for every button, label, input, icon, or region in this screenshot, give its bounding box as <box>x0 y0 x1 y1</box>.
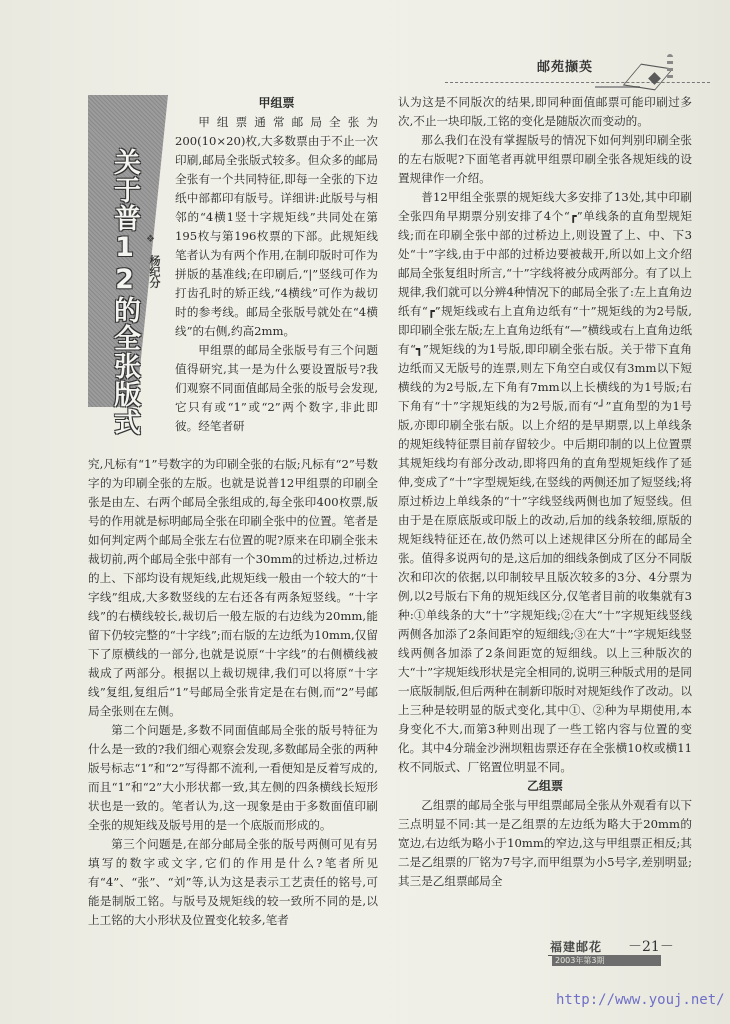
page-number: －21－ <box>628 939 674 955</box>
magazine-name: 福建邮花 <box>550 940 603 954</box>
section-heading-group-b: 乙组票 <box>526 779 563 793</box>
paragraph: 第二个问题是,多数不同面值邮局全张的版号特征为什么是一致的?我们细心观察会发现,多数邮局全张的两种版号标志“1”和“2”写得都不流利,一看便知是反着写成的,而且“1”和“2”大小形状都一致,其左侧的四条横线长短形状也是一致的。笔者认为,这一现象是由于多数面值印刷全张的规矩线及版号用的是一个底版而形成的。 <box>88 723 378 832</box>
paragraph: 那么我们在没有掌握版号的情况下如何判别印刷全张的左右版呢?下面笔者再就甲组票印刷全张各规矩线的设置规律作一介绍。 <box>398 133 692 185</box>
dots-ornament-icon <box>667 54 673 80</box>
paragraph: 第三个问题是,在部分邮局全张的版号两侧可见有另填写的数字或文字,它们的作用是什么?笔者所见有“4”、“张”、“刘”等,认为这是表示工艺责任的铭号,可能是制版工铭。与版号及规矩线的较一致所不同的是,以上工铭的大小形状及位置变化较多,笔者 <box>88 837 378 927</box>
section-heading-group-a: 甲组票 <box>258 96 295 110</box>
left-column-top <box>175 94 378 436</box>
header-dashed-rule <box>445 82 710 83</box>
ornament-icon: ❖ <box>146 234 155 245</box>
section-name: 邮苑撷英 <box>537 60 594 75</box>
paragraph: 普12甲组全张票的规矩线大多安排了13处,其中印刷全张四角早期票分别安排了4个“┏”单线条的直角型规矩线;而在印刷全张中部的过桥边上,则设置了上、中、下3处“十”字线,由于中部的过桥边要被裁开,所以如上文介绍邮局全张复组时所言,“十”字线将被分成两部分。有了以上规律,我们就可以分辨4种情况下的邮局全张了:左上直角边纸有“┏”规矩线或右上直角边纸有“十”规矩线的为2号版,即印刷全张左版;左上直角边纸有“—”横线或右上直角边纸有“┓”规矩线的为1号版,即印刷全张右版。关于带下直角边纸而又无版号的连票,则左下角空白或仅有3mm以下短横线的为2号版,左下角有7mm以上长横线的为1号版;右下角有“十”字规矩线的为2号版,而有“┘”直角型的为1号版,亦即印刷全张右版。以上介绍的是早期票,以上单线条的规矩线特征票目前存留较少。中后期印制的以上位置票其规矩线均有部分改动,即将四角的直角型规矩线作了延伸,变成了“十”字型规矩线,在竖线的两侧还加了短竖线;将原过桥边上单线条的“十”字线竖线两侧也加了短竖线。但由于是在原底版或印版上的改动,后加的线条较细,原版的规矩线特征还在,故仍然可以上述规律区分所在的邮局全张。值得多说两句的是,这后加的细线条倒成了区分不同版次和印次的依据,以印制较早且版次较多的3分、4分票为例,以2号版右下角的规矩线区分,仅笔者目前的收集就有3种:①单线条的大“十”字规矩线;②在大“十”字规矩线竖线两侧各加添了2条间距窄的短细线;③在大“十”字规矩线竖线两侧各加添了2条间距宽的短细线。以上三种版次的大“十”字规矩线形状是完全相同的,说明三种版式用的是同一底版制版,但后两种在制新印版时对规矩线作了改动。以上三种是较明显的版式变化,其中①、②种为早期使用,本身变化不大,而第3种则出现了一些工铭内容与位置的变化。其中4分瑞金沙洲坝粗齿票还存在全张横10枚或横11枚不同版式、厂铭置位明显不同。 <box>398 190 693 774</box>
paragraph: 究,凡标有“1”号数字的为印刷全张的右版;凡标有“2”号数字的为印刷全张的左版。也就是说普12甲组票的印刷全张是由左、右两个邮局全张组成的,每全张印400枚票,版号的作用就是标明邮局全张在印刷全张中的位置。笔者是如何判定两个邮局全张左右位置的呢?原来在印刷全张未裁切前,两个邮局全张中部有一个30mm的过桥边,过桥边的上、下部均设有规矩线,此规矩线一般由一个较大的“十字线”组成,大多数竖线的左右还各有两条短竖线。“十字线”的右横线较长,裁切后一般左版的右边线为20mm,能留下仍较完整的“十字线”;而右版的左边纸为10mm,仅留下了原横线的一部分,也就是说原“十字线”的右侧横线被裁成了两部分。根据以上裁切规律,我们可以将原“十字线”复组,复组后“1”号邮局全张肯定是在右侧,而“2”号邮局全张则在左侧。 <box>88 457 378 718</box>
left-column-bottom <box>88 455 378 930</box>
watermark-url: http://www.youj.net/ <box>556 992 725 1008</box>
paragraph: 甲组票的邮局全张版号有三个问题值得研究,其一是为什么要设置版号?我们观察不同面值邮局全张的版号会发现,它只有或“1”或“2”两个数字,非此即彼。经笔者研 <box>175 343 378 433</box>
author-name: 杨纪分 <box>148 255 161 288</box>
paragraph: 认为这是不同版次的结果,即同种面值邮票可能印刷过多次,不止一块印版,工铭的变化是随版次而变动的。 <box>398 95 692 128</box>
paragraph: 乙组票的邮局全张与甲组票邮局全张从外观看有以下三点明显不同:其一是乙组票的左边纸为略大于20mm的宽边,右边纸为略小于10mm的窄边,这与甲组票正相反;其二是乙组票的厂铭为7号字,而甲组票为小5号字,差别明显;其三是乙组票邮局全 <box>398 798 692 888</box>
section-header <box>445 52 715 92</box>
issue-label: 2003年第3期 <box>552 955 661 966</box>
paragraph: 甲组票通常邮局全张为200(10×20)枚,大多数票由于不止一次印刷,邮局全张版式较多。但众多的邮局全张有一个共同特征,即每一全张的下边纸中部都印有版号。详细讲:此版号与相邻的“4横1竖十字规矩线”共同处在第195枚与第196枚票的下部。此规矩线笔者认为有两个作用,在制印版时可作为拼版的基准线;在印刷后,“|”竖线可作为打齿孔时的矫正线,“4横线”可作为裁切时的参考线。邮局全张版号就处在“4横线”的右侧,约高2mm。 <box>175 115 378 338</box>
article-title: 关于普12的全张版式 <box>109 148 140 436</box>
right-column <box>398 93 692 891</box>
page-footer <box>540 938 700 978</box>
